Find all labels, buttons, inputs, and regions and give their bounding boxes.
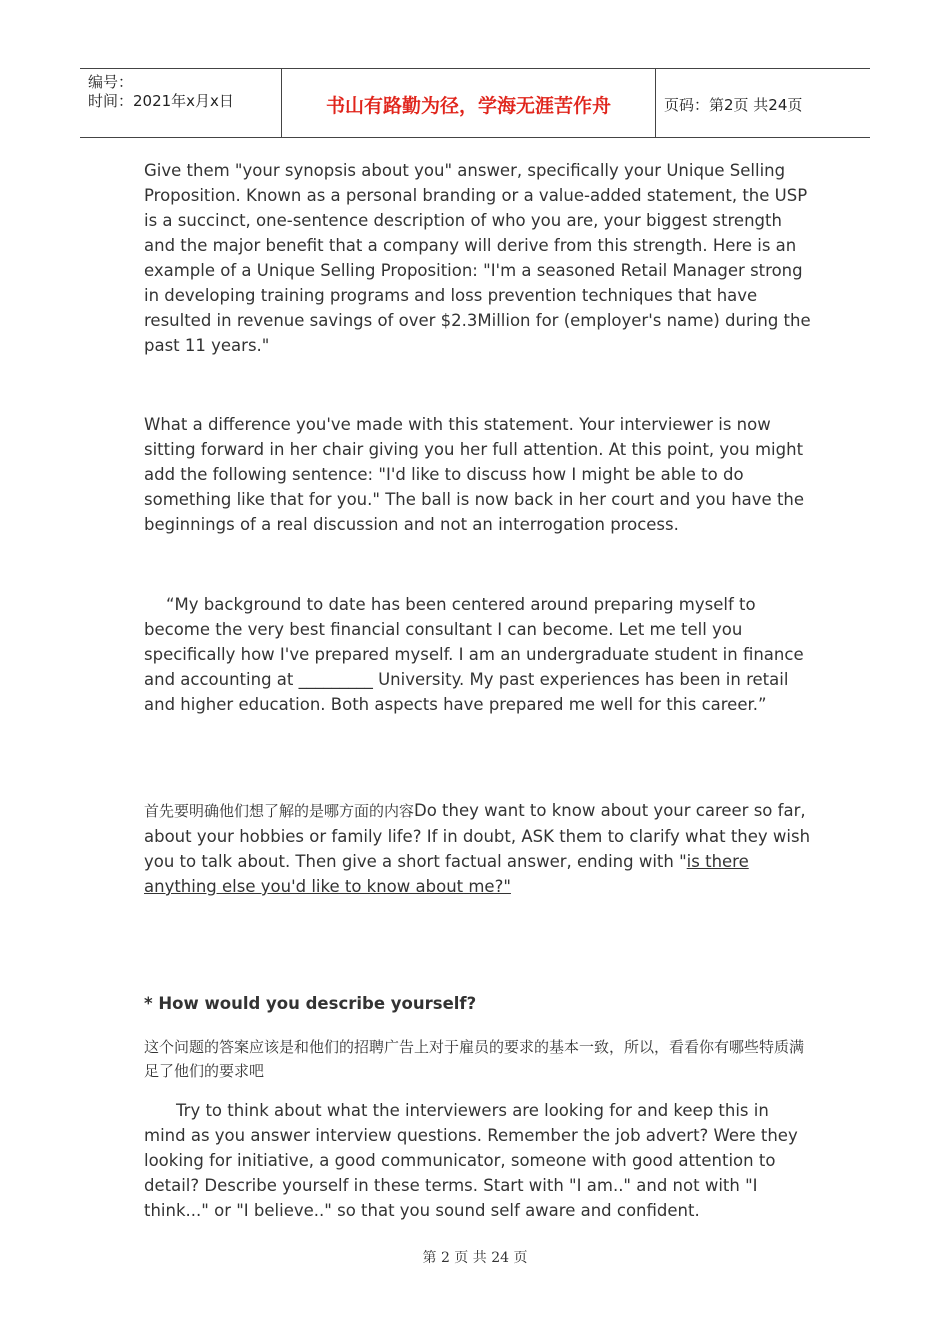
clarify-chinese-text: 首先要明确他们想了解的是哪方面的内容 bbox=[144, 802, 415, 820]
header-table bbox=[80, 68, 870, 138]
time-label: 时间：2021年x月x日 bbox=[88, 92, 234, 110]
describe-yourself-text: Try to think about what the interviewers are looking for and keep this in mind as you answer interview questions. Remember the job advert? Were they looking for initiative, a good communicator, someone with good attention to detail? Describe yourself in these terms. Start with "I am.." and not with "I think..." or "I believe.." so that you sound self aware and confident. bbox=[144, 1101, 798, 1220]
page-footer: 第 2 页 共 24 页 bbox=[422, 1250, 528, 1266]
clarify-english-text: Do they want to know about your career so far, about your hobbies or family life? If in doubt, ASK them to clarify what they wish you to talk about. Then give a short factual answer, ending with " bbox=[144, 801, 811, 871]
paragraph-describe-yourself bbox=[144, 1098, 814, 1223]
motto-text: 书山有路勤为径，学海无涯苦作舟 bbox=[325, 95, 611, 117]
paragraph-usp: Give them "your synopsis about you" answer, specifically your Unique Selling Proposition. Known as a personal branding or a value-added statement, the USP is a succinct, one-sentence description of who you are, your biggest strength and the major benefit that a company will derive from this strength. Here is an example of a Unique Selling Proposition: "I'm a seasoned Retail Manager strong in developing training programs and loss prevention techniques that have resulted in revenue savings of over $2.3Million for (employer's name) during the past 11 years." bbox=[144, 161, 811, 355]
paragraph-clarify bbox=[144, 798, 814, 899]
paragraph-background-example bbox=[144, 592, 814, 717]
question-heading: * How would you describe yourself? bbox=[144, 994, 477, 1013]
number-label: 编号： bbox=[88, 73, 134, 91]
page-number-label: 页码：第2页 共24页 bbox=[664, 96, 803, 114]
paragraph-difference: What a difference you've made with this statement. Your interviewer is now sitting forward in her chair giving you her full attention. At this point, you might add the following sentence: "I'd like to discuss how I might be able to do something like that for you." The ball is now back in her court and you have the beginnings of a real discussion and not an interrogation process. bbox=[144, 415, 805, 534]
background-example-text: “My background to date has been centered around preparing myself to become the very best financial consultant I can become. Let me tell you specifically how I've prepared myself. I am an undergraduate student in finance and accounting at _________ University. My past experiences has been in retail and higher education. Both aspects have prepared me well for this career.” bbox=[144, 595, 804, 714]
chinese-explanation: 这个问题的答案应该是和他们的招聘广告上对于雇员的要求的基本一致，所以，看看你有哪些特质满足了他们的要求吧 bbox=[144, 1038, 805, 1080]
header-right-cell bbox=[655, 69, 870, 137]
header-middle-cell bbox=[281, 69, 656, 137]
clarify-underlined-text: is there anything else you'd like to know about me?" bbox=[144, 852, 749, 896]
header-left-cell bbox=[80, 69, 281, 137]
